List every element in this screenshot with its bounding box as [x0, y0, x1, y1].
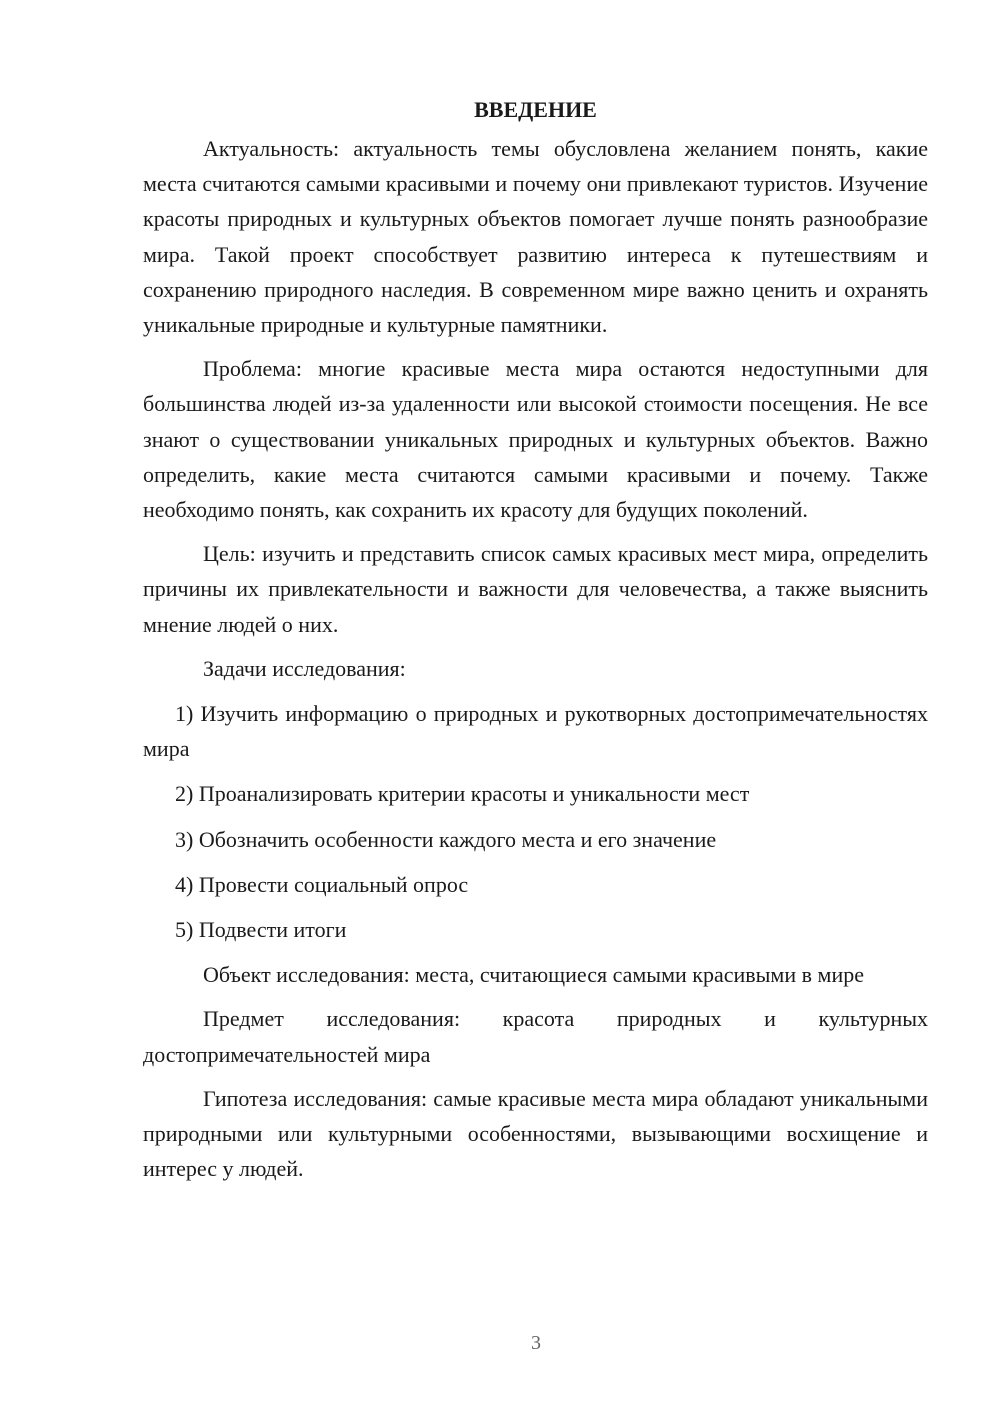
task-item: 3) Обозначить особенности каждого места и его значение: [175, 826, 717, 852]
tasks-heading: Задачи исследования:: [203, 655, 406, 681]
task-item: 1) Изучить информацию о природных и рукотворных достопримечательностях мира: [143, 701, 928, 762]
relevance-paragraph: Актуальность: актуальность темы обусловлена желанием понять, какие места считаются самыми красивыми и почему они привлекают туристов. Изучение красоты природных и культурных объектов помогает лучше понять разнообразие мира. Такой проект способствует развитию интереса к путешествиям и сохранению природного наследия. В современном мире важно ценить и охранять уникальные природные и культурные памятники.: [143, 136, 928, 338]
object-paragraph: Объект исследования: места, считающиеся самыми красивыми в мире: [203, 962, 864, 988]
section-title: ВВЕДЕНИЕ: [474, 97, 597, 122]
subject-paragraph: Предмет исследования: красота природных и культурных достопримечательностей мира: [143, 1006, 928, 1067]
task-item: 4) Провести социальный опрос: [175, 871, 469, 897]
hypothesis-paragraph: Гипотеза исследования: самые красивые места мира обладают уникальными природными или культурными особенностями, вызывающими восхищение и интерес у людей.: [143, 1085, 928, 1182]
task-item: 2) Проанализировать критерии красоты и уникальности мест: [175, 781, 750, 807]
goal-paragraph: Цель: изучить и представить список самых красивых мест мира, определить причины их привлекательности и важности для человечества, а также выяснить мнение людей о них.: [143, 541, 928, 637]
task-item: 5) Подвести итоги: [175, 917, 347, 943]
page-number: 3: [531, 1332, 541, 1354]
document-page: [143, 92, 928, 1195]
problem-paragraph: Проблема: многие красивые места мира остаются недоступными для большинства людей из-за удаленности или высокой стоимости посещения. Не все знают о существовании уникальных природных и культурных объектов. Важно определить, какие места считаются самыми красивыми и почему. Также необходимо понять, как сохранить их красоту для будущих поколений.: [143, 356, 928, 523]
